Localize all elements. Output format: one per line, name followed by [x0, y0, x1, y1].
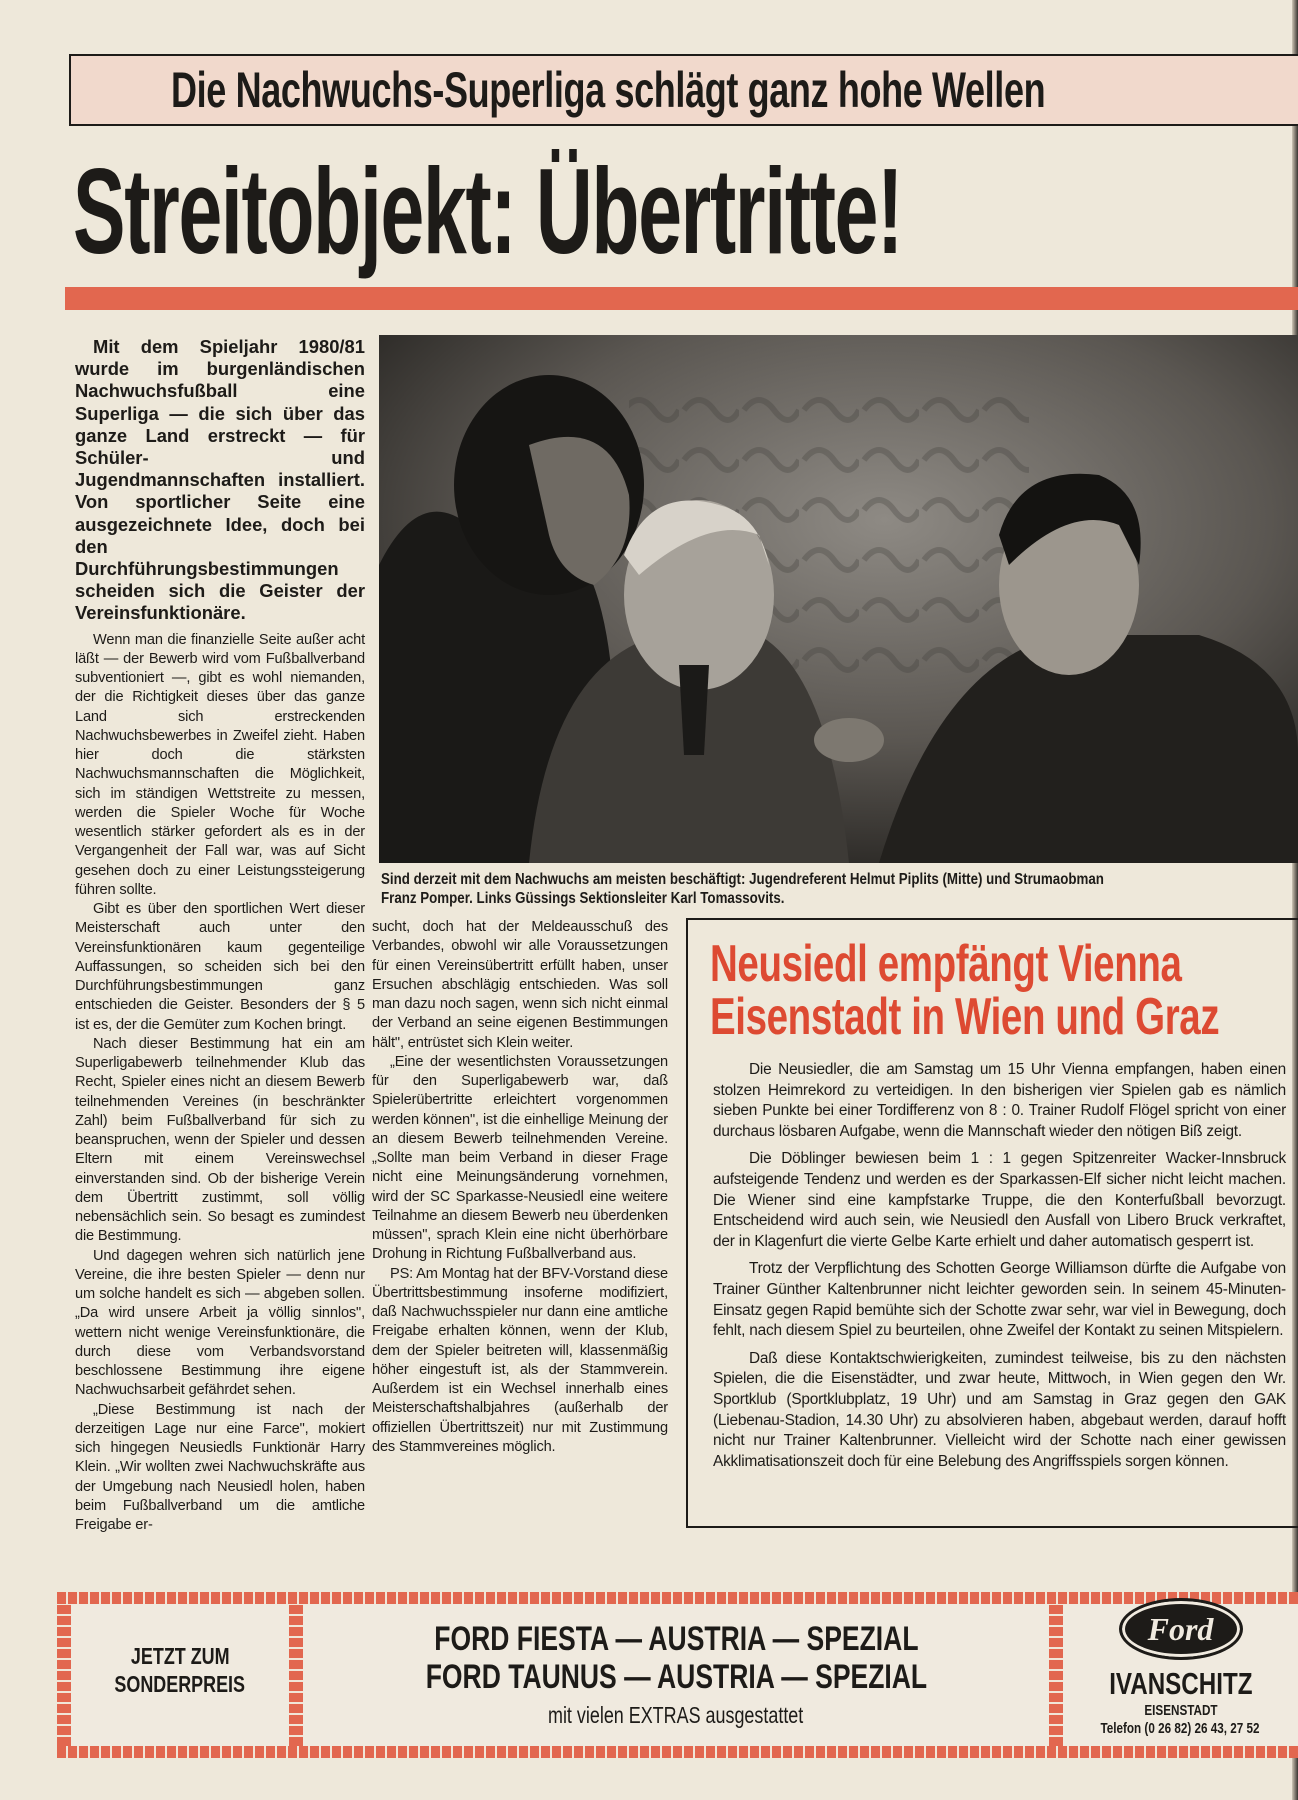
sidebar-headline — [710, 935, 1220, 1046]
paragraph: Und dagegen wehren sich natürlich jene Vereine, die ihre besten Spieler — denn nur um solche handelt es sich — abgeben sollen. „Da wird unsere Arbeit ja völlig sinnlos", wettern nicht wenige Vereinsfunktionäre, die durch diese vom Verbandsvorstand beschlossene Bestimmung ihre eigene Nachwuchsarbeit gefährdet sehen. — [75, 1247, 365, 1399]
ad-tagline: mit vielen EXTRAS ausgestattet — [548, 1702, 804, 1728]
ad-dealer-panel — [1063, 1604, 1298, 1746]
paragraph: sucht, doch hat der Meldeausschuß des Verbandes, obwohl wir alle Voraussetzungen für einen Vereinsübertritt erfüllt haben, unser Ersuchen abschlägig entschieden. Was soll man dazu noch sagen, wenn sich nicht einmal der Verband an seine eigenen Bestimmungen hält", entrüstet sich Klein weiter. — [372, 919, 668, 1051]
kicker-box — [69, 54, 1298, 126]
kicker-headline: Die Nachwuchs-Superliga schlägt ganz hohe Wellen — [171, 62, 1046, 118]
paragraph: „Eine der wesentlichsten Voraussetzungen für den Superligabewerb war, daß Spielerübertritte erleichtert vorgenommen werden können", ist die einhellige Meinung der an diesem Bewerb teilnehmenden Vereine. „Sollte man beim Verband in dieser Frage nicht eine Meinungsänderung vornehmen, wird der SC Sparkasse-Neusiedl eine weitere Teilnahme an diesem Bewerb neu überdenken müssen", sprach Klein eine nicht überhörbare Drohung in Richtung Fußballverband aus. — [372, 1053, 668, 1263]
sidebar-body — [713, 1060, 1286, 1472]
paragraph: „Diese Bestimmung ist nach der derzeitigen Lage nur eine Farce", mokiert sich hingegen Neusiedls Funktionär Harry Klein. „Wir wollten zwei Nachwuchskräfte aus der Umgebung nach Neusiedl holen, haben beim Fußballverband um die amtliche Freigabe er- — [75, 1401, 365, 1534]
ad-left-line-1: JETZT ZUM — [130, 1643, 230, 1669]
ford-logo — [1119, 1598, 1243, 1660]
paragraph: PS: Am Montag hat der BFV-Vorstand diese Übertrittsbestimmung insoferne modifiziert, daß Nachwuchsspieler nur dann eine amtliche Freigabe erhalten können, wenn der Klub, dem der Spieler beitreten will, klassenmäßig höher eingestuft ist, als der Stammverein. Außerdem ist ein Wechsel innerhalb eines Meisterschaftshalbjahres (außerhalb der offiziellen Übertrittszeit) nur mit Zustimmung des Stammvereines möglich. — [372, 1265, 668, 1455]
ad-border — [57, 1604, 71, 1746]
ad-model-fiesta: FORD FIESTA — AUSTRIA — SPEZIAL — [433, 1620, 919, 1658]
paragraph: Daß diese Kontaktschwierigkeiten, zumindest teilweise, bis zu den nächsten Spielen, die die Eisenstädter, und zwar heute, Mittwoch, in Wien gegen den Wr. Sportklub (Sportklubplatz, 19 Uhr) und am Samstag in Graz gegen den GAK (Liebenau-Stadion, 14.30 Uhr) zu absolvieren haben, abgebaut werden, darauf hofft nicht nur Trainer Kaltenbrunner. Vielleicht wird der Schotte nach einer gewissen Akklimatisationszeit doch für eine Belebung des Angriffsspiels sorgen können. — [713, 1349, 1286, 1470]
caption-line-2: Franz Pomper. Links Güssings Sektionsleiter Karl Tomassovits. — [381, 890, 785, 907]
photo-caption — [381, 870, 1298, 908]
paragraph: Trotz der Verpflichtung des Schotten George Williamson dürfte die Aufgabe von Trainer Günther Kaltenbrunner nicht leichter geworden sein. In seinem 45-Minuten-Einsatz gegen Rapid bemühte sich der Schotte zwar sehr, war viel in Bewegung, doch fehlt, nach diesem Spiel zu beurteilen, ohne Zweifel der Kontakt zu seinen Mitspielern. — [713, 1260, 1286, 1340]
paragraph: Die Neusiedler, die am Samstag um 15 Uhr Vienna empfangen, haben einen stolzen Heimrekord zu verteidigen. In den bisherigen vier Spielen gab es nämlich sieben Punkte bei einer Tordifferenz von 8 : 0. Trainer Rudolf Flögel spricht von einer durchaus lösbaren Aufgabe, wenn die Mannschaft wieder den nötigen Biß zeigt. — [713, 1061, 1286, 1140]
ford-advertisement — [57, 1592, 1298, 1758]
sidebar-headline-line-1: Neusiedl empfängt Vienna — [710, 935, 1182, 993]
ad-border — [289, 1604, 303, 1746]
ad-model-taunus: FORD TAUNUS — AUSTRIA — SPEZIAL — [425, 1658, 927, 1696]
dealer-name: IVANSCHITZ — [1108, 1666, 1253, 1701]
paragraph: Gibt es über den sportlichen Wert dieser Meisterschaft auch unter den Vereinsfunktionären kaum gegenteilige Auffassungen, so scheiden sich bei den Durchführungsbestimmungen ganz entschieden die Geister. Besonders der § 5 ist es, der die Gemüter zum Kochen bringt. — [75, 901, 365, 1033]
ad-center-panel — [303, 1604, 1049, 1746]
sidebar-article-box — [686, 918, 1298, 1528]
ad-left-line-2: SONDERPREIS — [114, 1671, 246, 1697]
ad-border — [1049, 1604, 1063, 1746]
paragraph: Die Döblinger bewiesen beim 1 : 1 gegen Spitzenreiter Wacker-Innsbruck aufsteigende Tendenz und werden es der Sparkassen-Elf sicher nicht leicht machen. Die Wiener sind eine kampfstarke Truppe, die den Konterfußball bevorzugt. Entscheidend wird auch sein, wie Neusiedl den Ausfall von Libero Bruck verkraftet, der in Klagenfurt die vierte Gelbe Karte erhielt und daher automatisch gesperrt ist. — [713, 1150, 1286, 1250]
article-column-2 — [372, 918, 668, 1457]
paragraph: Wenn man die finanzielle Seite außer acht läßt — der Bewerb wird vom Fußballverband subventioniert —, gibt es wohl niemanden, der die Richtigkeit dieses über das ganze Land sich erstreckenden Nachwuchsbewerbes in Zweifel zieht. Haben hier doch die stärksten Nachwuchsmannschaften die Möglichkeit, sich im ständigen Wettstreite zu messen, werden die Spieler Woche für Woche wesentlich stärker gefordert als es in der Vergangenheit der Fall war, was auf Sicht gesehen doch zu einer Leistungssteigerung führen sollte. — [75, 631, 365, 898]
lead-paragraph: Mit dem Spieljahr 1980/81 wurde im burgenländischen Nachwuchsfußball eine Superliga — die sich über das ganze Land erstreckt — für Schüler- und Jugendmannschaften installiert. Von sportlicher Seite eine ausgezeichnete Idee, doch bei den Durchführungsbestimmungen scheiden sich die Geister der Vereinsfunktionäre. — [75, 336, 365, 624]
photo-three-men — [379, 335, 1298, 863]
paragraph: Nach dieser Bestimmung hat ein am Superligabewerb teilnehmender Klub das Recht, Spieler eines nicht an diesem Bewerb teilnehmenden Vereines (in beschränkter Zahl) beim Fußballverband für sich zu beanspruchen, wenn der Spieler und dessen Eltern mit einem Vereinswechsel einverstanden sind. Ob der bisherige Verein dem Übertritt zustimmt, soll völlig nebensächlich sein. So besagt es zumindest die Bestimmung. — [75, 1035, 365, 1245]
ad-left-panel — [71, 1604, 289, 1746]
ford-logo-text: Ford — [1147, 1610, 1214, 1647]
main-headline: Streitobjekt: Übertritte! — [73, 143, 903, 279]
article-column-1 — [75, 336, 365, 1535]
caption-line-1: Sind derzeit mit dem Nachwuchs am meisten beschäftigt: Jugendreferent Helmut Piplits (Mitte) und Strumaobman — [381, 871, 1104, 888]
sidebar-headline-line-2: Eisenstadt in Wien und Graz — [710, 988, 1220, 1046]
news-photo — [379, 335, 1298, 863]
dealer-city: EISENSTADT — [1143, 1702, 1218, 1719]
dealer-phone: Telefon (0 26 82) 26 43, 27 52 — [1100, 1720, 1261, 1737]
red-divider-bar — [65, 287, 1298, 310]
